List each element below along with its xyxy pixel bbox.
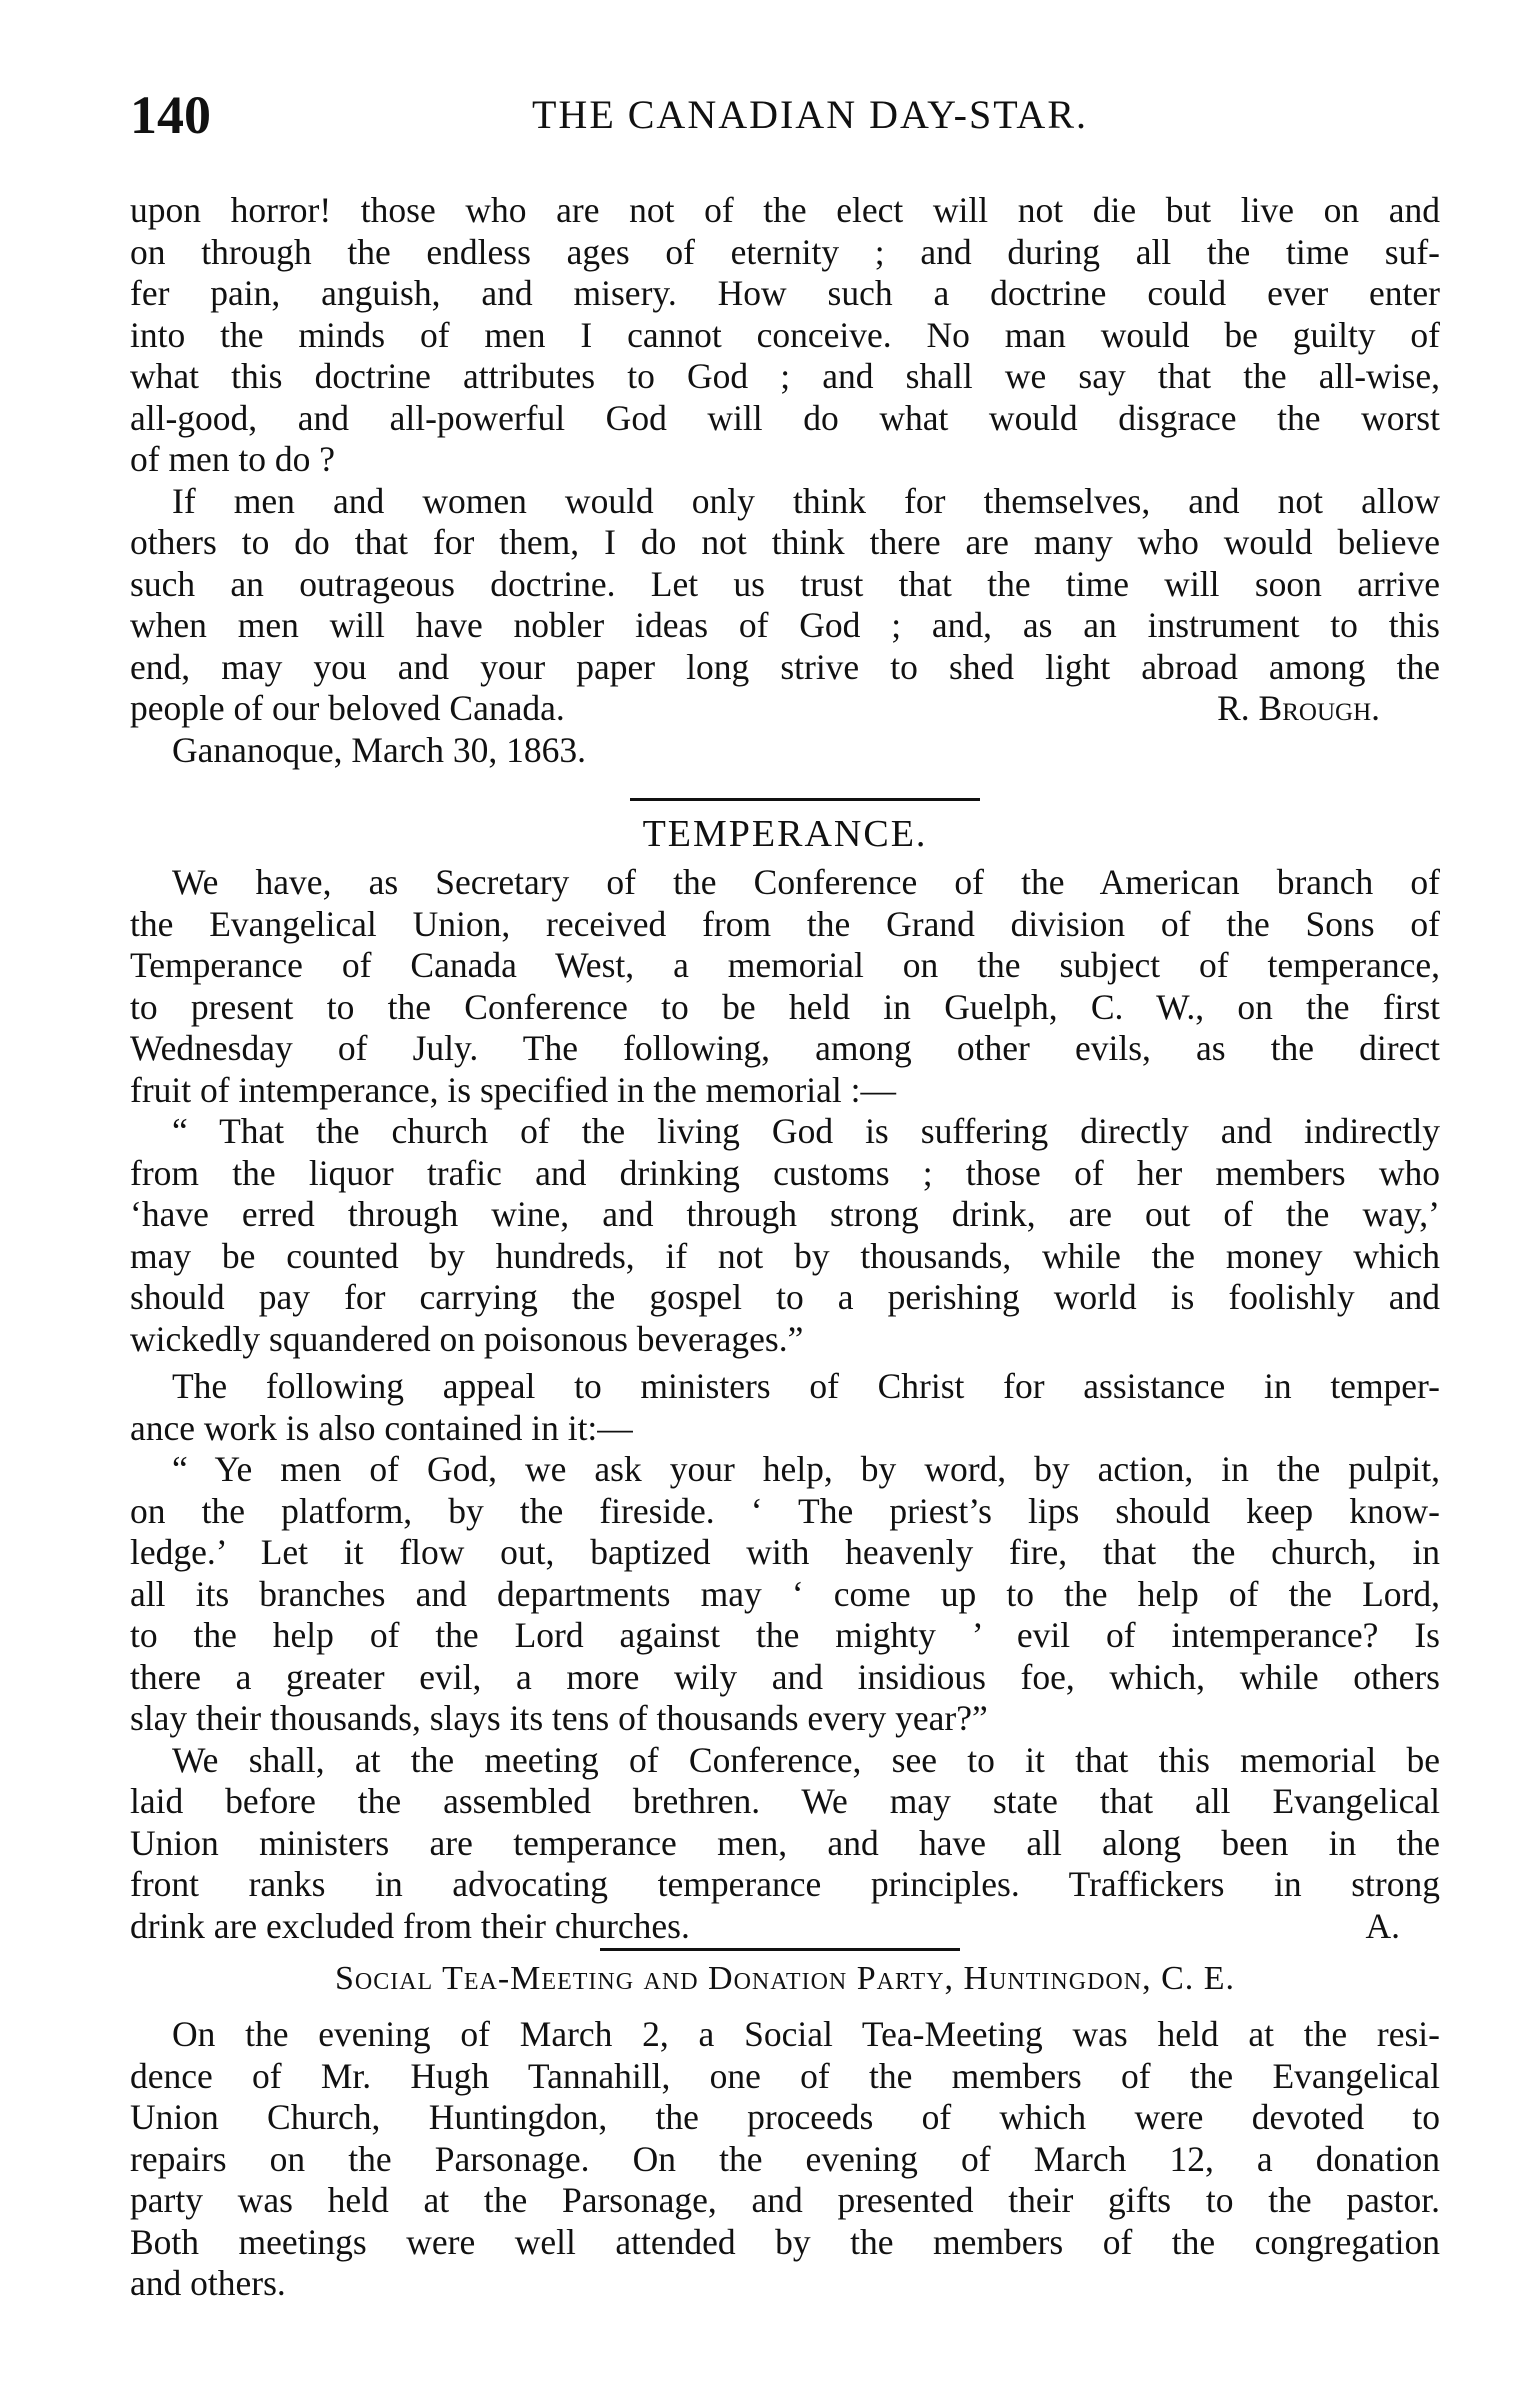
section-divider (630, 798, 980, 801)
social-heading: Social Tea-Meeting and Donation Party, Huntingdon, C. E. (334, 1960, 1236, 1997)
text-line: should pay for carrying the gospel to a perishing world is foolishly and (130, 1277, 1440, 1317)
text-line: of men to do ? (130, 439, 336, 479)
text-line: We have, as Secretary of the Conference of the American branch of (172, 862, 1440, 902)
letter-body (130, 190, 1440, 771)
text-line: may be counted by hundreds, if not by thousands, while the money which (130, 1235, 1440, 1276)
text-line: fruit of intemperance, is specified in the memorial :— (130, 1069, 896, 1110)
text-line: Union Church, Huntingdon, the proceeds of which were devoted to (130, 2097, 1440, 2137)
temperance-signature: A. (1365, 1905, 1400, 1946)
temperance-heading: TEMPERANCE. (642, 813, 928, 855)
text-line: all its branches and departments may ‘ come up to the help of the Lord, (130, 1573, 1440, 1614)
text-line: “ Ye men of God, we ask your help, by word, by action, in the pulpit, (172, 1449, 1440, 1489)
text-line: “ That the church of the living God is suffering directly and indirectly (172, 1111, 1440, 1151)
text-line: the Evangelical Union, received from the Grand division of the Sons of (130, 903, 1440, 944)
text-line: ‘have erred through wine, and through strong drink, are out of the way,’ (130, 1194, 1440, 1234)
text-line: drink are excluded from their churches. (130, 1905, 690, 1946)
text-line: fer pain, anguish, and misery. How such a doctrine could ever enter (130, 273, 1440, 313)
text-line: and others. (130, 2263, 286, 2303)
text-line: repairs on the Parsonage. On the evening of March 12, a donation (130, 2138, 1440, 2179)
text-line: The following appeal to ministers of Christ for assistance in temper- (172, 1366, 1440, 1406)
temperance-body (130, 862, 1440, 1947)
text-line: into the minds of men I cannot conceive. No man would be guilty of (130, 314, 1440, 355)
text-line: such an outrageous doctrine. Let us trust that the time will soon arrive (130, 563, 1440, 604)
social-body (130, 2014, 1440, 2305)
text-line: If men and women would only think for themselves, and not allow (172, 480, 1440, 521)
text-line: ance work is also contained in it:— (130, 1407, 633, 1448)
text-line: all-good, and all-powerful God will do what would disgrace the worst (130, 397, 1440, 438)
text-line: on the platform, by the fireside. ‘ The priest’s lips should keep know- (130, 1490, 1440, 1531)
section-divider (600, 1948, 960, 1951)
letter-dateline: Gananoque, March 30, 1863. (172, 729, 587, 770)
text-line: ledge.’ Let it flow out, baptized with heavenly fire, that the church, in (130, 1532, 1440, 1572)
page-header (130, 80, 1450, 150)
text-line: to the help of the Lord against the mighty ’ evil of intemperance? Is (130, 1615, 1440, 1655)
text-line: wickedly squandered on poisonous beverages.” (130, 1318, 804, 1359)
running-title: THE CANADIAN DAY-STAR. (532, 92, 1088, 137)
text-line: end, may you and your paper long strive to shed light abroad among the (130, 646, 1440, 687)
text-line: laid before the assembled brethren. We may state that all Evangelical (130, 1781, 1440, 1821)
text-line: upon horror! those who are not of the elect will not die but live on and (130, 190, 1440, 230)
text-line: others to do that for them, I do not think there are many who would believe (130, 522, 1440, 562)
text-line: on through the endless ages of eternity ; and during all the time suf- (130, 231, 1440, 272)
text-line: On the evening of March 2, a Social Tea-Meeting was held at the resi- (172, 2014, 1440, 2054)
text-line: from the liquor trafic and drinking customs ; those of her members who (130, 1152, 1440, 1193)
text-line: Wednesday of July. The following, among other evils, as the direct (130, 1028, 1440, 1068)
signature-line (130, 1906, 1440, 1948)
text-line: dence of Mr. Hugh Tannahill, one of the members of the Evangelical (130, 2055, 1440, 2096)
letter-signature: R. Brough. (1217, 688, 1380, 728)
text-line: what this doctrine attributes to God ; and shall we say that the all-wise, (130, 356, 1440, 396)
text-line: Both meetings were well attended by the members of the congregation (130, 2221, 1440, 2262)
text-line: to present to the Conference to be held in Guelph, C. W., on the first (130, 986, 1440, 1027)
text-line: Temperance of Canada West, a memorial on the subject of temperance, (130, 945, 1440, 985)
page-number: 140 (130, 85, 211, 145)
text-line: people of our beloved Canada. (130, 688, 565, 728)
text-line: party was held at the Parsonage, and presented their gifts to the pastor. (130, 2180, 1440, 2220)
text-line: Union ministers are temperance men, and have all along been in the (130, 1822, 1440, 1863)
text-line: slay their thousands, slays its tens of thousands every year?” (130, 1698, 988, 1738)
text-line: there a greater evil, a more wily and insidious foe, which, while others (130, 1656, 1440, 1697)
text-line: We shall, at the meeting of Conference, see to it that this memorial be (172, 1739, 1440, 1780)
text-line: front ranks in advocating temperance principles. Traffickers in strong (130, 1864, 1440, 1904)
text-line: when men will have nobler ideas of God ; and, as an instrument to this (130, 605, 1440, 645)
signature-line (130, 688, 1440, 730)
